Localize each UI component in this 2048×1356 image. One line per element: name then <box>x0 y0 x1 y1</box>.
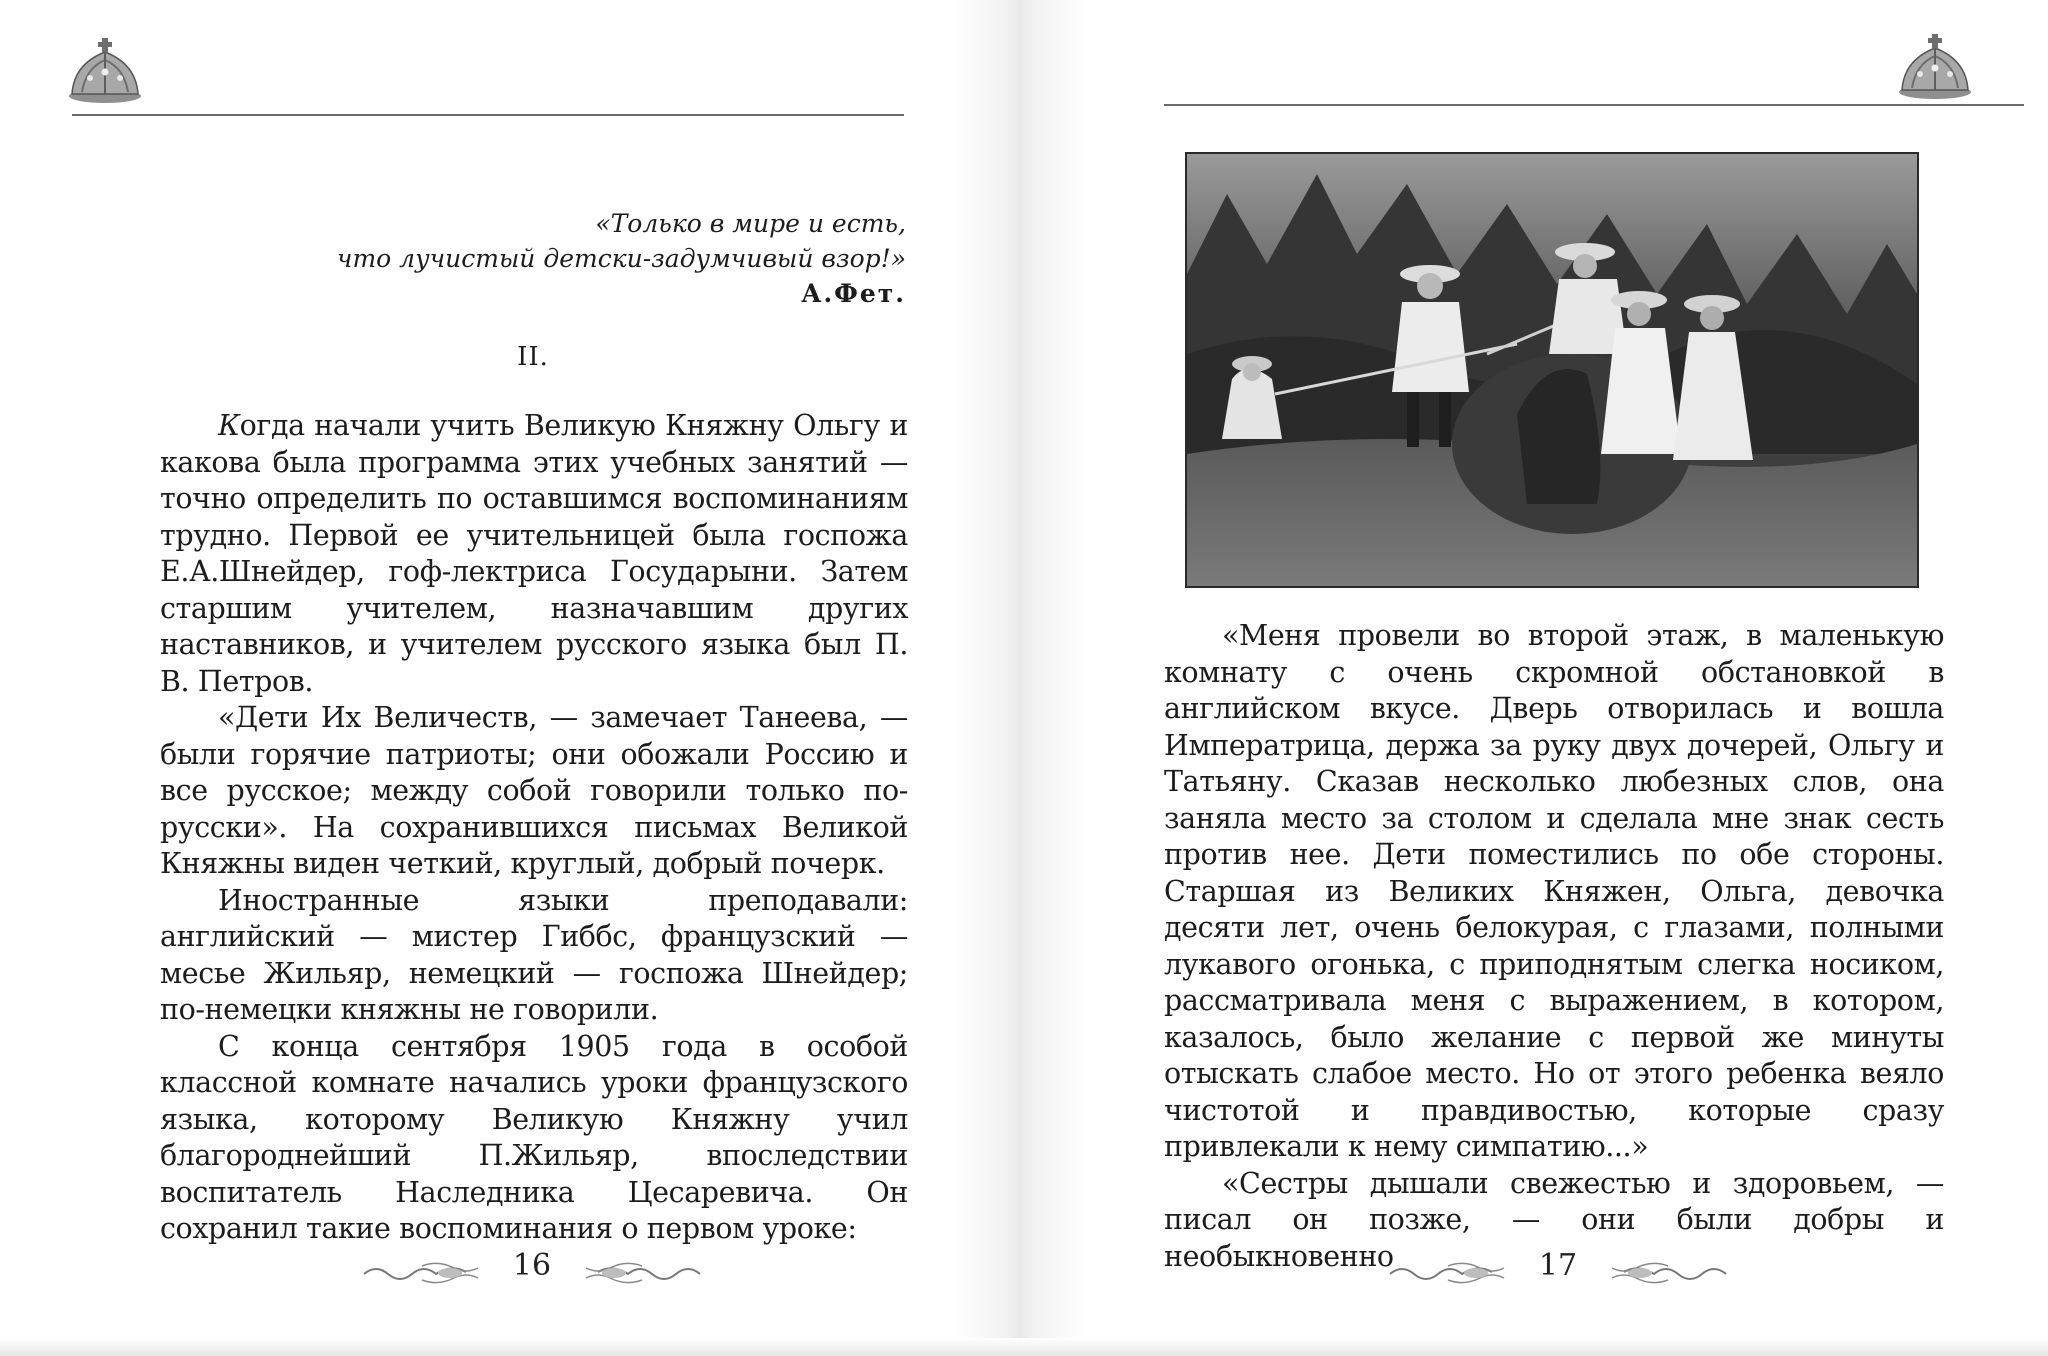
ornament-icon <box>1608 1260 1728 1286</box>
epigraph-line: что лучистый детски-задумчивый взор!» <box>336 244 906 273</box>
right-page-text <box>1164 618 1944 1275</box>
page-footer <box>362 1248 702 1296</box>
paragraph: С конца сентября 1905 года в особой классной комнате начались уроки французского языка, которому Великую Княжну учил благороднейший П.Жильяр, впоследствии воспитатель Наследника Цесаревича. Он сохранил такие воспоминания о первом уроке: <box>160 1029 908 1245</box>
ornament-icon <box>582 1260 702 1286</box>
dropcap-letter: К <box>218 409 240 442</box>
ornament-icon <box>1388 1260 1508 1286</box>
ornament-icon <box>362 1260 482 1286</box>
epigraph <box>160 206 906 311</box>
left-page <box>0 0 1000 1356</box>
paragraph: «Дети Их Величеств, — замечает Танеева, — были горячие патриоты; они обожали Россию и все русское; между собой говорили только по-русски». На сохранившихся письмах Великой Княжны виден четкий, круглый, добрый почерк. <box>160 701 908 880</box>
page-bottom-edge <box>0 1338 2048 1356</box>
paragraph-text: огда начали учить Великую Княжну Ольгу и какова была программа этих учебных занятий — точно определить по оставшимся воспоминаниям трудно. Первой ее учительницей была госпожа Е.А.Шнейдер, гоф-лектриса Государыни. Затем старшим учителем, назначавшим других наставников, и учителем русского языка был П. В. Петров. <box>160 409 908 698</box>
left-page-text <box>160 408 908 1248</box>
paragraph: «Меня провели во второй этаж, в маленькую комнату с очень скромной обстановкой в английском вкусе. Дверь отворилась и вошла Императрица, держа за руку двух дочерей, Ольгу и Татьяну. Сказав несколько любезных слов, она заняла место за столом и сделала мне знак сесть против нее. Дети поместились по обе стороны. Старшая из Великих Княжен, Ольга, девочка десяти лет, очень белокурая, с глазами, полными лукавого огонька, с приподнятым слегка носиком, рассматривала меня с выражением, в котором, казалось, было желание с первой же минуты отыскать слабое место. Но от этого ребенка веяло чистотой и правдивостью, которые сразу привлекали к нему симпатию...» <box>1164 619 1944 1163</box>
page-footer <box>1388 1248 1728 1296</box>
epigraph-author: А.Фет. <box>801 279 906 308</box>
right-page <box>1030 0 2048 1356</box>
paragraph: Иностранные языки преподавали: английский — мистер Гиббс, французский — месье Жильяр, немецкий — госпожа Шнейдер; по-немецки княжны не говорили. <box>160 883 908 1026</box>
header-rule <box>1164 104 2024 106</box>
crown-icon <box>66 34 144 106</box>
paragraph <box>160 408 908 700</box>
paragraph: «Сестры дышали свежестью и здоровьем, — писал он позже, — они были добры и необыкновенно <box>1164 1166 1944 1273</box>
crown-icon <box>1896 30 1974 102</box>
historical-photo <box>1185 152 1919 588</box>
page-number: 16 <box>512 1248 552 1283</box>
chapter-number: II. <box>517 342 549 372</box>
page-number: 17 <box>1538 1248 1578 1283</box>
epigraph-line: «Только в мире и есть, <box>595 209 906 238</box>
header-rule <box>72 114 904 116</box>
